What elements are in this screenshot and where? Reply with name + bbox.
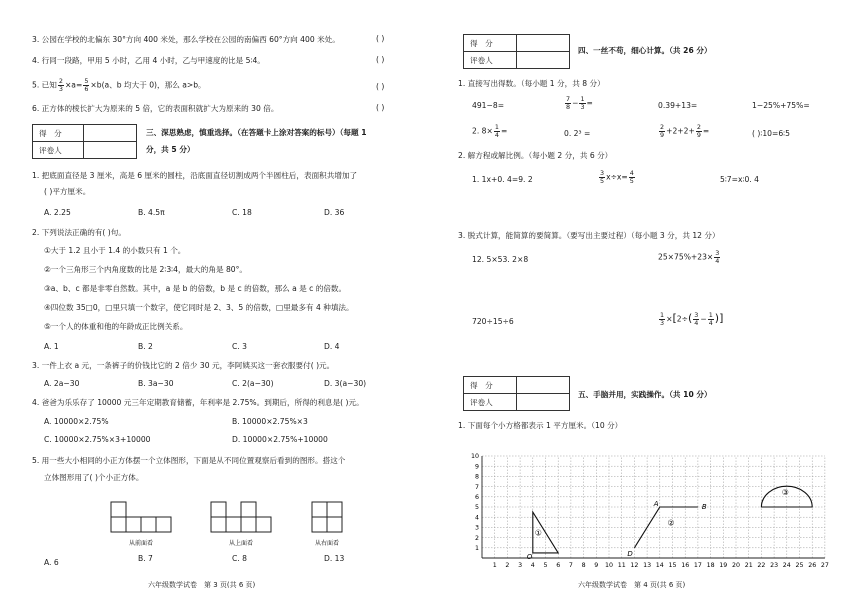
y-tick-label: 8 <box>474 473 479 481</box>
option-b[interactable]: B. 2 <box>138 342 153 351</box>
statement-5: ⑤一个人的体重和他的年龄成正比例关系。 <box>44 322 188 331</box>
x-tick-label: 10 <box>604 562 614 569</box>
judge-q3: 3. 公园在学校的北偏东 30°方向 400 米处，那么学校在公园的南偏西 60°方向 400 米处。 <box>32 35 340 44</box>
option-d[interactable]: D. 36 <box>324 208 345 217</box>
choice-q1-cont: ( )平方厘米。 <box>44 187 91 196</box>
option-a[interactable]: A. 1 <box>44 342 59 351</box>
figure-label-3: ③ <box>781 487 789 497</box>
choice-q5: 5. 用一些大小相同的小正方体摆一个立体图形，下面是从不同位置观察后看到的图形。搭这个 <box>32 456 346 465</box>
answer-paren[interactable]: ( ) <box>376 82 385 91</box>
grader-cell[interactable] <box>84 142 137 159</box>
section-3-title-cont: 分，共 5 分） <box>146 145 195 154</box>
grader-label: 评卷人 <box>33 142 84 159</box>
section-3-title: 三、深思熟虑，慎重选择。（在答题卡上涂对答案的标号）（每题 1 <box>146 128 367 137</box>
x-tick-label: 21 <box>744 562 753 569</box>
x-tick-label: 20 <box>731 562 741 569</box>
grader-label: 评卷人 <box>464 394 517 411</box>
square-grid <box>468 436 858 574</box>
option-a[interactable]: A. 2.25 <box>44 208 71 217</box>
front-view-label: 从前面看 <box>128 540 154 547</box>
choice-q3: 3. 一件上衣 a 元，一条裤子的价钱比它的 2 倍少 30 元，李阿姨买这一套衣服要付( )元。 <box>32 361 335 370</box>
x-tick-label: 23 <box>770 562 779 569</box>
x-tick-label: 15 <box>668 562 677 569</box>
score-cell[interactable] <box>84 125 137 142</box>
option-c[interactable]: C. 10000×2.75%×3+10000 <box>44 435 151 444</box>
x-tick-label: 25 <box>795 562 804 569</box>
sub-2: 2. 解方程或解比例。（每小题 2 分，共 6 分） <box>458 151 613 160</box>
right-view-label: 从右面看 <box>314 540 340 547</box>
figure-label-2: ② <box>667 518 675 528</box>
answer-paren[interactable]: ( ) <box>376 34 385 43</box>
page-footer: 六年级数学试卷 第 3 页(共 6 页) <box>148 581 256 589</box>
sub-3: 3. 脱式计算，能简算的要简算。（要写出主要过程）（每小题 3 分，共 12 分） <box>458 231 720 240</box>
x-tick-label: 13 <box>643 562 652 569</box>
page-4 <box>430 0 860 616</box>
option-a[interactable]: A. 10000×2.75% <box>44 417 109 426</box>
option-d[interactable]: D. 10000×2.75%+10000 <box>232 435 328 444</box>
top-view <box>211 502 271 532</box>
option-b[interactable]: B. 3a−30 <box>138 379 174 388</box>
choice-q1: 1. 把底面直径是 3 厘米，高是 6 厘米的圆柱，沿底面直径切割成两个半圆柱后，表面积共增加了 <box>32 171 358 180</box>
x-tick-label: 9 <box>594 562 599 569</box>
y-tick-label: 4 <box>474 514 479 522</box>
score-box <box>463 376 570 411</box>
y-tick-label: 1 <box>474 545 479 552</box>
judge-q5: 5. 已知 $\frac{2}{3}$ ×a= $\frac{5}{6}$ ×b(a、b 均大于 0)，那么 a>b。 <box>32 77 206 93</box>
x-tick-label: 17 <box>693 562 702 569</box>
grader-label: 评卷人 <box>464 52 517 69</box>
x-tick-label: 18 <box>706 562 715 569</box>
option-b[interactable]: B. 4.5π <box>138 208 165 217</box>
figure-label-1: ① <box>534 528 542 538</box>
equation-2: $\frac{3}{5}$ x÷x= $\frac{4}{5}$ <box>600 169 634 185</box>
score-label: 得 分 <box>464 377 517 394</box>
score-box <box>32 124 137 159</box>
score-box <box>463 34 570 69</box>
option-d[interactable]: D. 4 <box>324 342 340 351</box>
x-tick-label: 1 <box>492 562 497 569</box>
option-d[interactable]: D. 3(a−30) <box>324 379 367 388</box>
statement-3: ③a、b、c 都是非零自然数。其中，a 是 b 的倍数，b 是 c 的倍数，那么 a 是 c 的倍数。 <box>44 284 347 293</box>
sub-1: 1. 直接写出得数。（每小题 1 分，共 8 分） <box>458 79 605 88</box>
page-footer: 六年级数学试卷 第 4 页(共 6 页) <box>578 581 686 589</box>
answer-paren[interactable]: ( ) <box>376 103 385 112</box>
expr-2: 25×75%+23× $\frac{3}{4}$ <box>658 249 720 265</box>
option-b[interactable]: B. 7 <box>138 554 153 563</box>
x-tick-label: 11 <box>617 562 626 569</box>
statement-2: ②一个三角形三个内角度数的比是 2∶3∶4，最大的角是 80°。 <box>44 265 248 274</box>
calc-5: 2. 8× $\frac{1}{4}$ = <box>472 123 508 139</box>
equation-3: 5∶7=x∶0. 4 <box>720 175 759 184</box>
right-view <box>312 502 342 532</box>
grader-cell[interactable] <box>517 52 570 69</box>
x-tick-label: 2 <box>505 562 510 569</box>
judge-q4: 4. 行同一段路，甲用 5 小时，乙用 4 小时，乙与甲速度的比是 5∶4。 <box>32 56 265 65</box>
x-tick-label: 3 <box>518 562 523 569</box>
calc-4: 1−25%+75%= <box>752 101 810 110</box>
choice-q2: 2. 下列说法正确的有( )句。 <box>32 228 126 237</box>
judge-q6: 6. 正方体的棱长扩大为原来的 5 倍，它的表面积就扩大为原来的 30 倍。 <box>32 104 279 113</box>
option-a[interactable]: A. 2a−30 <box>44 379 80 388</box>
section-4-title: 四、一丝不苟，细心计算。（共 26 分） <box>578 46 712 55</box>
expr-1: 12. 5×53. 2×8 <box>472 255 529 264</box>
section-5-title: 五、手脑并用，实践操作。（共 10 分） <box>578 390 712 399</box>
front-view <box>111 502 171 532</box>
x-tick-label: 12 <box>630 562 639 569</box>
option-c[interactable]: C. 8 <box>232 554 247 563</box>
point-label-o: O <box>526 552 533 561</box>
option-b[interactable]: B. 10000×2.75%×3 <box>232 417 308 426</box>
statement-4: ④四位数 35□0，□里只填一个数字，使它同时是 2、3、5 的倍数，□里最多有 4 种填法。 <box>44 303 354 312</box>
x-tick-label: 24 <box>782 562 791 569</box>
x-tick-label: 6 <box>556 562 561 569</box>
option-c[interactable]: C. 2(a−30) <box>232 379 274 388</box>
option-c[interactable]: C. 18 <box>232 208 252 217</box>
score-label: 得 分 <box>33 125 84 142</box>
x-tick-label: 8 <box>581 562 586 569</box>
x-tick-label: 27 <box>820 562 829 569</box>
choice-q5-cont: 立体图形用了( )个小正方体。 <box>44 473 144 482</box>
answer-paren[interactable]: ( ) <box>376 55 385 64</box>
option-a[interactable]: A. 6 <box>44 558 59 567</box>
grader-cell[interactable] <box>517 394 570 411</box>
equation-1: 1. 1x+0. 4=9. 2 <box>472 175 533 184</box>
calc-7: $\frac{2}{9}$ +2+2+ $\frac{2}{9}$ = <box>660 123 710 139</box>
calc-3: 0.39+13= <box>658 101 698 110</box>
sub-p1: 1. 下面每个小方格都表示 1 平方厘米。（10 分） <box>458 421 623 430</box>
top-view-label: 从上面看 <box>228 540 254 547</box>
y-tick-label: 9 <box>474 463 479 471</box>
grid-shapes <box>527 486 812 561</box>
calc-1: 491−8= <box>472 101 505 110</box>
calc-2: $\frac{7}{8}$ − $\frac{1}{3}$ = <box>566 95 593 111</box>
cube-views <box>105 496 365 548</box>
x-tick-label: 22 <box>757 562 766 569</box>
grid-axes <box>471 453 829 569</box>
point-label-b: B <box>701 503 707 511</box>
expr-4: $\frac{1}{3}$ ×[2÷( $\frac{3}{4}$ − $\frac{1}{4}$ )] <box>660 311 724 327</box>
x-tick-label: 16 <box>681 562 690 569</box>
point-label-d: D <box>627 549 633 558</box>
y-tick-label: 2 <box>474 534 479 542</box>
y-tick-label: 6 <box>474 494 479 501</box>
calc-6: 0. 2³ = <box>564 129 591 138</box>
statement-1: ①大于 1.2 且小于 1.4 的小数只有 1 个。 <box>44 246 186 255</box>
calc-8: ( )∶10=6∶5 <box>752 129 790 138</box>
x-tick-label: 4 <box>530 562 535 569</box>
option-d[interactable]: D. 13 <box>324 554 345 563</box>
y-tick-label: 3 <box>474 524 479 532</box>
option-c[interactable]: C. 3 <box>232 342 247 351</box>
choice-q4: 4. 爸爸为乐乐存了 10000 元三年定期教育储蓄，年利率是 2.75%。到期后，所得的利息是( )元。 <box>32 398 364 407</box>
score-label: 得 分 <box>464 35 517 52</box>
y-tick-label: 7 <box>474 483 479 491</box>
x-tick-label: 7 <box>568 562 573 569</box>
score-cell[interactable] <box>517 35 570 52</box>
x-tick-label: 26 <box>808 562 817 569</box>
score-cell[interactable] <box>517 377 570 394</box>
expr-3: 720÷15÷6 <box>472 317 514 326</box>
x-tick-label: 14 <box>655 562 664 569</box>
x-tick-label: 19 <box>719 562 728 569</box>
y-tick-label: 5 <box>474 504 479 512</box>
y-tick-label: 10 <box>470 453 479 461</box>
point-label-a: A <box>653 500 659 508</box>
x-tick-label: 5 <box>543 562 548 569</box>
